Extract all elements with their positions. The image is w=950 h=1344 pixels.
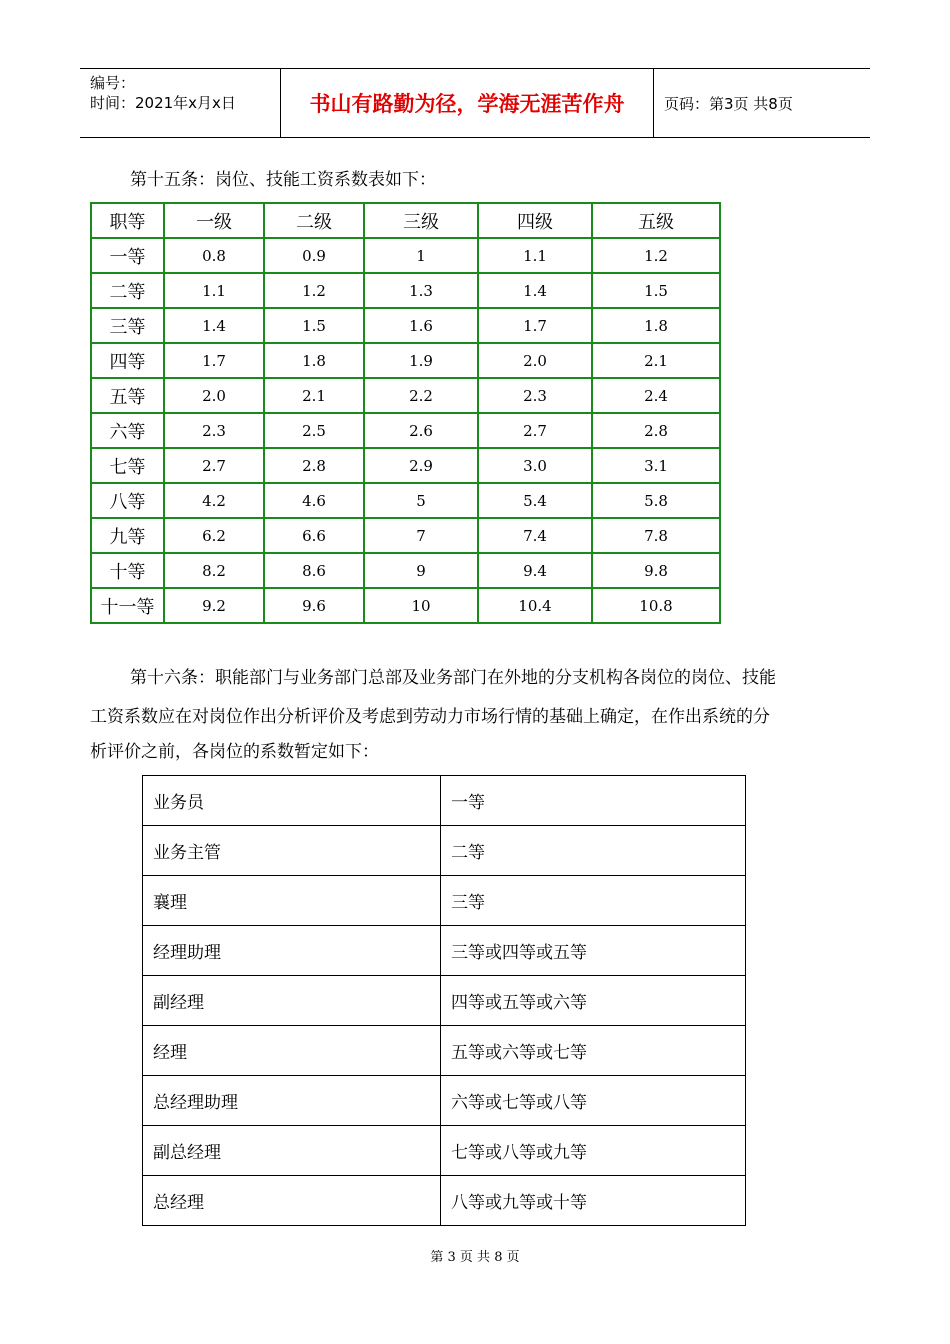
table-cell: 1.4 [164,308,264,343]
header-motto: 书山有路勤为径，学海无涯苦作舟 [281,69,654,137]
table-row [91,273,720,308]
table-row [91,553,720,588]
table-row [143,776,746,826]
table-cell: 9.8 [592,553,720,588]
table-row [143,976,746,1026]
position-grade: 四等或五等或六等 [441,976,746,1026]
table-row [91,308,720,343]
table-row [143,1126,746,1176]
table-cell: 10.8 [592,588,720,623]
table-row [143,1076,746,1126]
row-label: 三等 [91,308,164,343]
page-header [80,68,870,138]
table-cell: 8.2 [164,553,264,588]
row-label: 四等 [91,343,164,378]
table-cell: 7 [364,518,478,553]
article-15: 第十五条：岗位、技能工资系数表如下： [130,170,436,190]
article-16-line-3: 析评价之前，各岗位的系数暂定如下： [90,742,379,762]
table-row [143,1176,746,1226]
table-cell: 6.2 [164,518,264,553]
column-header: 四级 [478,203,592,238]
table-cell: 7.4 [478,518,592,553]
table-row [91,483,720,518]
table-cell: 2.7 [478,413,592,448]
column-header: 职等 [91,203,164,238]
table-row [91,413,720,448]
table-cell: 1.7 [164,343,264,378]
row-label: 一等 [91,238,164,273]
column-header: 五级 [592,203,720,238]
header-number: 编号： [90,74,136,92]
table-cell: 7.8 [592,518,720,553]
table-cell: 1.9 [364,343,478,378]
table-row [91,518,720,553]
table-row [91,588,720,623]
table-cell: 2.0 [478,343,592,378]
table-cell: 2.3 [164,413,264,448]
table-cell: 4.2 [164,483,264,518]
position-name: 业务员 [143,776,441,826]
table-cell: 10.4 [478,588,592,623]
table-cell: 2.8 [264,448,364,483]
row-label: 六等 [91,413,164,448]
table-cell: 2.1 [592,343,720,378]
position-name: 副经理 [143,976,441,1026]
position-grade: 七等或八等或九等 [441,1126,746,1176]
table-cell: 5 [364,483,478,518]
table-cell: 1.8 [264,343,364,378]
position-name: 总经理 [143,1176,441,1226]
table-cell: 1 [364,238,478,273]
table-cell: 9.2 [164,588,264,623]
article-16-line-2: 工资系数应在对岗位作出分析评价及考虑到劳动力市场行情的基础上确定，在作出系统的分 [90,707,770,727]
header-meta [80,69,281,137]
position-name: 业务主管 [143,826,441,876]
row-label: 九等 [91,518,164,553]
row-label: 七等 [91,448,164,483]
table-row [91,448,720,483]
table-cell: 8.6 [264,553,364,588]
table-cell: 1.1 [164,273,264,308]
table-cell: 5.4 [478,483,592,518]
position-grade: 八等或九等或十等 [441,1176,746,1226]
coefficient-table [90,202,721,624]
table-cell: 0.8 [164,238,264,273]
column-header: 三级 [364,203,478,238]
position-grade: 五等或六等或七等 [441,1026,746,1076]
row-label: 五等 [91,378,164,413]
position-grade: 二等 [441,826,746,876]
table-cell: 2.7 [164,448,264,483]
row-label: 十一等 [91,588,164,623]
table-cell: 3.1 [592,448,720,483]
table-cell: 1.2 [264,273,364,308]
table-row [143,1026,746,1076]
table-cell: 1.4 [478,273,592,308]
column-header: 二级 [264,203,364,238]
position-name: 经理助理 [143,926,441,976]
table-cell: 2.3 [478,378,592,413]
table-cell: 2.6 [364,413,478,448]
table-cell: 9.6 [264,588,364,623]
table-row [143,876,746,926]
table-cell: 1.6 [364,308,478,343]
table-cell: 9.4 [478,553,592,588]
table-header-row [91,203,720,238]
table-cell: 9 [364,553,478,588]
table-cell: 1.7 [478,308,592,343]
position-grade: 三等或四等或五等 [441,926,746,976]
table-cell: 4.6 [264,483,364,518]
table-row [143,926,746,976]
page-footer: 第 3 页 共 8 页 [430,1250,520,1265]
table-row [143,826,746,876]
table-row [91,343,720,378]
table-cell: 1.2 [592,238,720,273]
table-cell: 2.8 [592,413,720,448]
table-cell: 2.4 [592,378,720,413]
position-grade: 六等或七等或八等 [441,1076,746,1126]
table-row [91,378,720,413]
row-label: 八等 [91,483,164,518]
position-grade: 三等 [441,876,746,926]
table-cell: 10 [364,588,478,623]
position-grade-table [142,775,746,1226]
position-name: 襄理 [143,876,441,926]
table-cell: 2.5 [264,413,364,448]
article-16-line-1: 第十六条：职能部门与业务部门总部及业务部门在外地的分支机构各岗位的岗位、技能 [130,668,776,688]
table-cell: 6.6 [264,518,364,553]
table-cell: 2.2 [364,378,478,413]
column-header: 一级 [164,203,264,238]
position-grade: 一等 [441,776,746,826]
row-label: 十等 [91,553,164,588]
table-cell: 5.8 [592,483,720,518]
table-cell: 2.0 [164,378,264,413]
table-cell: 2.1 [264,378,364,413]
header-date: 时间：2021年x月x日 [90,94,236,112]
table-cell: 0.9 [264,238,364,273]
table-cell: 2.9 [364,448,478,483]
table-cell: 1.8 [592,308,720,343]
row-label: 二等 [91,273,164,308]
position-name: 总经理助理 [143,1076,441,1126]
table-cell: 1.3 [364,273,478,308]
table-cell: 1.1 [478,238,592,273]
table-cell: 1.5 [592,273,720,308]
table-row [91,238,720,273]
position-name: 副总经理 [143,1126,441,1176]
table-cell: 3.0 [478,448,592,483]
position-name: 经理 [143,1026,441,1076]
table-cell: 1.5 [264,308,364,343]
header-page-number: 页码：第3页 共8页 [664,94,793,113]
